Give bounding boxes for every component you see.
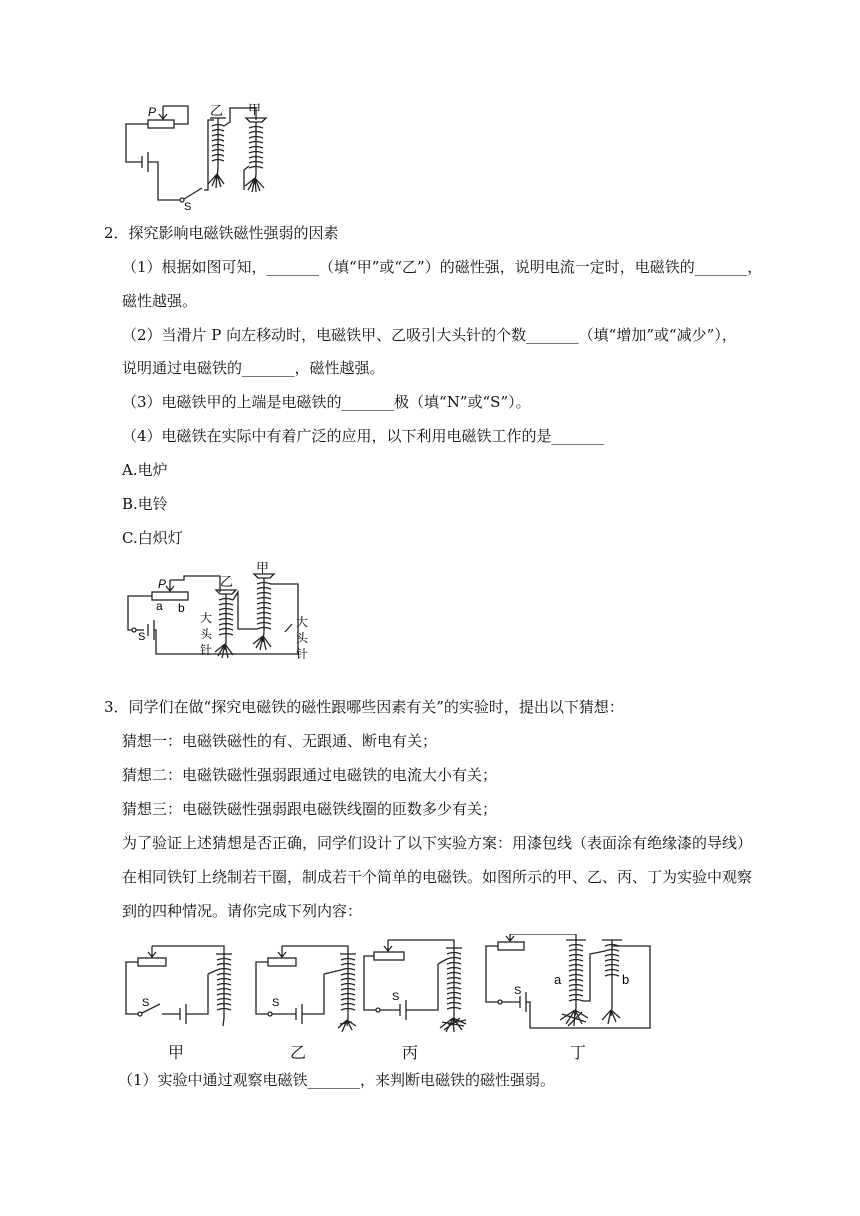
label-a: a [554, 972, 562, 987]
q2-option-a: A.电炉 [122, 461, 168, 479]
q2-option-b: B.电铃 [122, 495, 168, 513]
caption-jia: 甲 [168, 1043, 185, 1062]
q3-guess-1: 猜想一：电磁铁磁性的有、无跟通、断电有关； [122, 732, 438, 750]
q2-sub1-line2: 磁性越强。 [122, 292, 198, 310]
q2-sub2-line1: （2）当滑片 P 向左移动时，电磁铁甲、乙吸引大头针的个数_______（填“增加”或“减少”）， [122, 326, 737, 344]
q3-guess-2: 猜想二：电磁铁磁性强弱跟通过电磁铁的电流大小有关； [122, 766, 498, 784]
label-p: P [148, 105, 157, 119]
label-jia: 甲 [256, 562, 270, 575]
circuit-figure-2 [120, 562, 320, 672]
pin-label-2: 头 [296, 631, 309, 645]
pin-label-2: 大 [296, 615, 309, 629]
label-s-yi: S [272, 997, 280, 1009]
pin-label-1: 针 [200, 643, 213, 657]
pin-label-1: 大 [200, 611, 213, 625]
pin-label-2: 针 [296, 647, 309, 661]
pin-label-1: 头 [200, 627, 213, 641]
q3-paragraph-line3: 到的四种情况。请你完成下列内容： [122, 902, 363, 920]
q3-guess-3: 猜想三：电磁铁磁性强弱跟电磁铁线圈的匝数多少有关； [122, 800, 498, 818]
caption-bing: 丙 [402, 1043, 419, 1062]
label-jia: 甲 [248, 102, 262, 117]
q2-sub1-line1: （1）根据如图可知，_______（填“甲”或“乙”）的磁性强，说明电流一定时，电磁铁的_______， [122, 258, 763, 276]
label-s-jia: S [142, 997, 150, 1009]
label-p: P [158, 577, 167, 591]
label-s-ding: S [514, 985, 522, 997]
circuit-figure-1 [118, 100, 278, 212]
label-yi: 乙 [220, 574, 234, 589]
q2-sub2-line2: 说明通过电磁铁的_______，磁性越强。 [122, 359, 385, 377]
label-a: a [156, 599, 163, 613]
circuit-figure-3 [120, 934, 660, 1036]
caption-yi: 乙 [290, 1043, 307, 1062]
label-yi: 乙 [210, 103, 224, 118]
q3-paragraph-line1: 为了验证上述猜想是否正确，同学们设计了以下实验方案：用漆包线（表面涂有绝缘漆的导线） [122, 834, 753, 852]
label-s: S [184, 201, 192, 212]
q3-sub1: （1）实验中通过观察电磁铁_______，来判断电磁铁的磁性强弱。 [118, 1071, 556, 1089]
q2-sub4: （4）电磁铁在实际中有着广泛的应用，以下利用电磁铁工作的是_______ [122, 427, 605, 445]
q2-heading: 2．探究影响电磁铁磁性强弱的因素 [104, 224, 339, 242]
q3-heading: 3．同学们在做“探究电磁铁的磁性跟哪些因素有关”的实验时，提出以下猜想： [104, 698, 624, 716]
label-b: b [622, 972, 630, 987]
q2-option-c: C.白炽灯 [122, 529, 183, 547]
q2-sub3: （3）电磁铁甲的上端是电磁铁的_______极（填“N”或“S”）。 [122, 393, 531, 411]
label-s: S [138, 631, 146, 643]
caption-ding: 丁 [570, 1043, 587, 1062]
label-b: b [178, 601, 185, 615]
q3-paragraph-line2: 在相同铁钉上绕制若干圈，制成若干个简单的电磁铁。如图所示的甲、乙、丙、丁为实验中观察 [122, 868, 753, 886]
label-s-bing: S [392, 991, 400, 1003]
